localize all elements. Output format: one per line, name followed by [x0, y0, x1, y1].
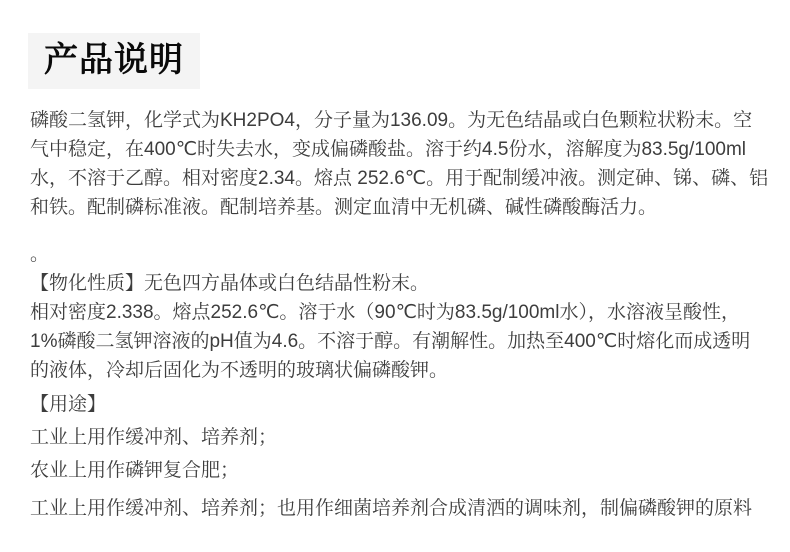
physical-properties-paragraph	[30, 298, 760, 385]
text-line: 1%磷酸二氢钾溶液的pH值为4.6。不溶于醇。有潮解性。加热至400℃时熔化而成透明	[30, 331, 751, 352]
page-title: 产品说明	[44, 41, 184, 79]
text-line: 农业上用作磷钾复合肥；	[30, 460, 240, 481]
text-line: 水，不溶于乙醇。相对密度2.34。熔点 252.6℃。用于配制缓冲液。测定砷、锑、磷、铝	[30, 168, 769, 189]
text-line: 气中稳定，在400℃时失去水，变成偏磷酸盐。溶于约4.5份水，溶解度为83.5g/100ml	[30, 139, 747, 160]
section-heading-line: 【物化性质】无色四方晶体或白色结晶性粉末。	[30, 273, 430, 294]
usage-heading	[30, 390, 760, 419]
text-line: 。	[30, 244, 50, 265]
text-line: 工业上用作缓冲剂、培养剂；	[30, 427, 278, 448]
usage-item-industrial	[30, 423, 760, 452]
text-line: 工业上用作缓冲剂、培养剂；也用作细菌培养剂合成清洒的调味剂，制偏磷酸钾的原料	[30, 498, 753, 519]
text-line: 和铁。配制磷标准液。配制培养基。测定血清中无机磷、碱性磷酸酶活力。	[30, 197, 658, 218]
section-title-box	[28, 33, 200, 89]
physical-properties-heading	[30, 269, 760, 298]
usage-item-industrial-extended	[30, 494, 760, 523]
description-body	[0, 106, 790, 523]
usage-item-agricultural	[30, 456, 760, 485]
stray-period-line	[30, 240, 760, 269]
text-line: 的液体，冷却后固化为不透明的玻璃状偏磷酸钾。	[30, 360, 449, 381]
text-line: 相对密度2.338。熔点252.6℃。溶于水（90℃时为83.5g/100ml水），水溶液呈酸性，	[30, 302, 740, 323]
intro-paragraph	[30, 106, 769, 222]
section-heading-line: 【用途】	[30, 394, 107, 415]
text-line: 磷酸二氢钾，化学式为KH2PO4，分子量为136.09。为无色结晶或白色颗粒状粉末。空	[30, 110, 753, 131]
